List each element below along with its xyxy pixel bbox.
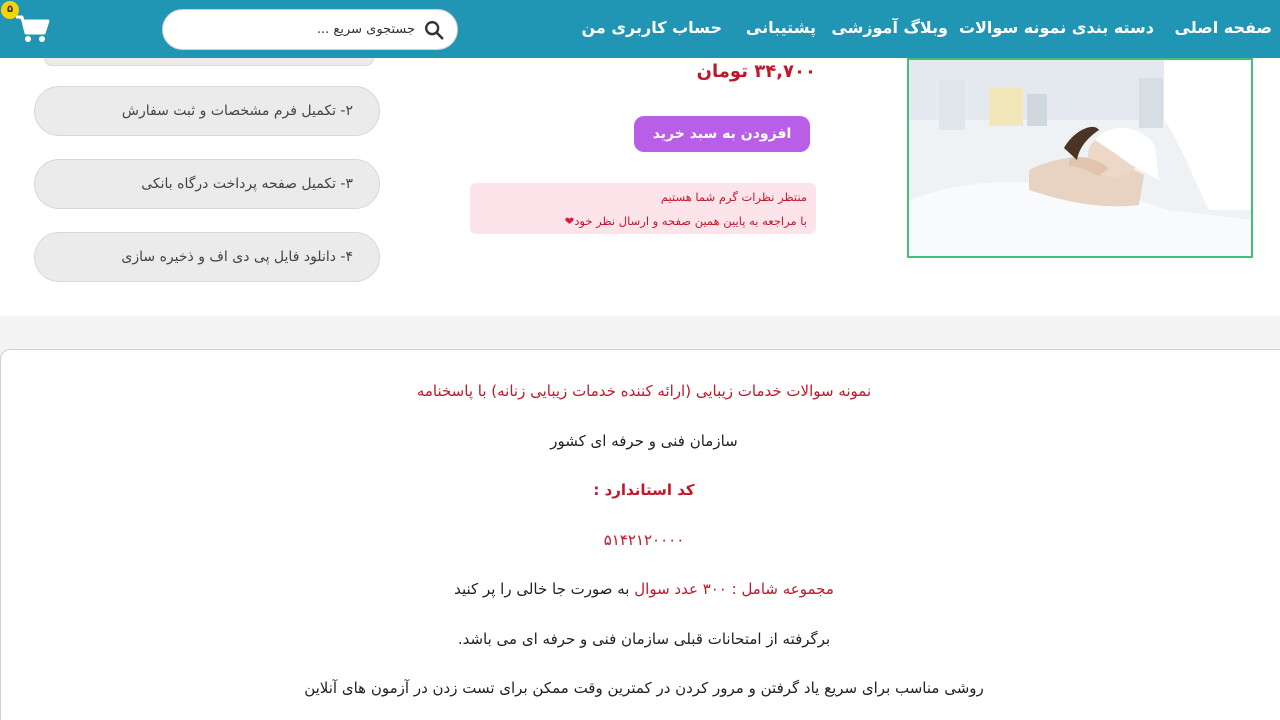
collection-instruction: به صورت جا خالی را پر کنید bbox=[454, 580, 635, 598]
product-description bbox=[0, 349, 1280, 720]
cart-icon[interactable] bbox=[14, 12, 50, 44]
section-divider bbox=[0, 316, 1280, 350]
nav-question-categories[interactable]: دسته بندی نمونه سوالات bbox=[958, 18, 1154, 37]
standard-code-value: ۵۱۴۲۱۲۰۰۰۰ bbox=[603, 531, 685, 549]
method-text: روشی مناسب برای سریع یاد گرفتن و مرور کردن در کمترین وقت ممکن برای تست زدن در آزمون های آنلاین bbox=[304, 679, 984, 697]
description-title: نمونه سوالات خدمات زیبایی (ارائه کننده خدمات زیبایی زنانه) با پاسخنامه bbox=[416, 382, 872, 400]
collection-text bbox=[1, 580, 1280, 598]
standard-code-label: کد استاندارد : bbox=[593, 481, 695, 499]
step-2-pill: ۲- تکمیل فرم مشخصات و ثبت سفارش bbox=[34, 86, 380, 136]
collection-count: مجموعه شامل : ۳۰۰ عدد سوال bbox=[634, 580, 834, 598]
add-to-cart-button[interactable]: افزودن به سبد خرید bbox=[634, 116, 810, 152]
notice-line-1: منتظر نظرات گرم شما هستیم bbox=[660, 190, 807, 204]
nav-educational-blog[interactable]: وبلاگ آموزشی bbox=[831, 18, 948, 37]
feedback-notice bbox=[470, 183, 816, 234]
nav-my-account[interactable]: حساب کاربری من bbox=[581, 18, 722, 37]
nav-support[interactable]: پشتیبانی bbox=[745, 18, 816, 37]
heart-icon: ❤ bbox=[564, 214, 575, 228]
step-4-pill: ۴- دانلود فایل پی دی اف و ذخیره سازی bbox=[34, 232, 380, 282]
nav-home[interactable]: صفحه اصلی bbox=[1174, 18, 1272, 37]
source-text: برگرفته از امتحانات قبلی سازمان فنی و حرفه ای می باشد. bbox=[457, 630, 831, 648]
step-3-pill: ۳- تکمیل صفحه پرداخت درگاه بانکی bbox=[34, 159, 380, 209]
search-box bbox=[162, 9, 458, 50]
cart-count-badge: ۵ bbox=[1, 1, 19, 19]
step-pill-1-partial bbox=[44, 58, 374, 66]
notice-line-2: با مراجعه به پایین همین صفحه و ارسال نظر خود bbox=[574, 214, 807, 228]
top-navbar bbox=[0, 0, 1280, 58]
search-icon[interactable] bbox=[423, 19, 445, 41]
product-image bbox=[907, 58, 1253, 258]
organization-text: سازمان فنی و حرفه ای کشور bbox=[550, 432, 738, 450]
product-price: ۳۴,۷۰۰ تومان bbox=[696, 61, 816, 82]
search-input[interactable] bbox=[177, 10, 417, 49]
